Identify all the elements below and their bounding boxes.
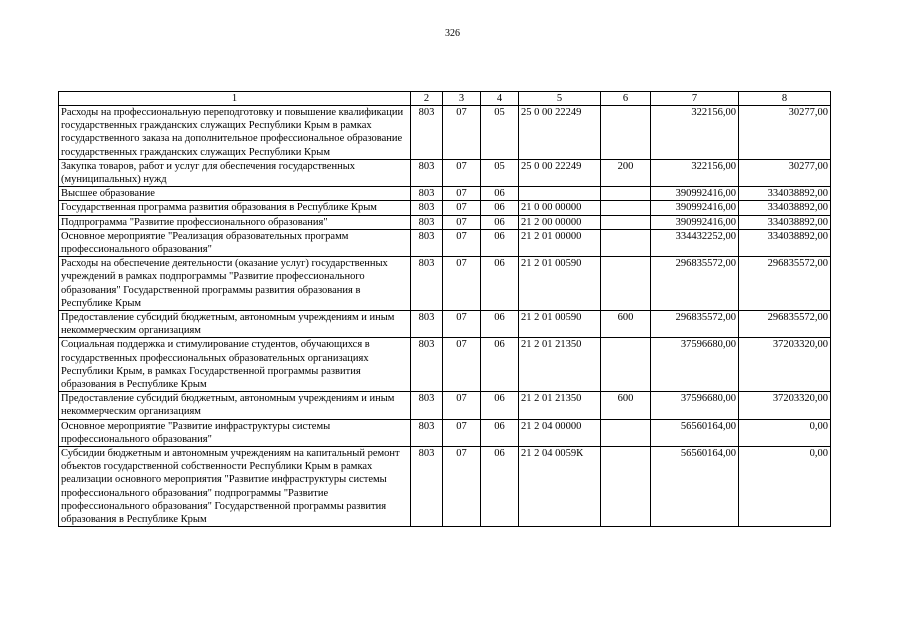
amount-col8: 296835572,00 [739,311,831,338]
amount-col8: 30277,00 [739,106,831,160]
amount-col7: 390992416,00 [651,201,739,215]
expense-type-code [601,338,651,392]
section-code: 07 [443,392,481,419]
row-name: Высшее образование [59,187,411,201]
ministry-code: 803 [411,159,443,186]
row-name: Основное мероприятие "Реализация образовательных программ профессионального образования" [59,229,411,256]
target-article-code: 25 0 00 22249 [519,106,601,160]
section-code: 07 [443,311,481,338]
ministry-code: 803 [411,215,443,229]
amount-col7: 296835572,00 [651,311,739,338]
section-code: 07 [443,215,481,229]
target-article-code: 21 2 04 0059К [519,447,601,527]
section-code: 07 [443,257,481,311]
amount-col7: 390992416,00 [651,215,739,229]
column-header: 5 [519,92,601,106]
section-code: 07 [443,187,481,201]
expense-type-code [601,419,651,446]
amount-col8: 334038892,00 [739,229,831,256]
table-row [59,215,831,229]
row-name: Предоставление субсидий бюджетным, автономным учреждениям и иным некоммерческим организациям [59,311,411,338]
amount-col7: 56560164,00 [651,419,739,446]
ministry-code: 803 [411,257,443,311]
amount-col7: 322156,00 [651,106,739,160]
target-article-code [519,187,601,201]
subsection-code: 06 [481,187,519,201]
ministry-code: 803 [411,106,443,160]
target-article-code: 21 2 01 00000 [519,229,601,256]
column-header: 8 [739,92,831,106]
amount-col7: 37596680,00 [651,338,739,392]
ministry-code: 803 [411,447,443,527]
expense-type-code [601,447,651,527]
page-number: 326 [445,28,460,39]
amount-col7: 322156,00 [651,159,739,186]
target-article-code: 21 2 04 00000 [519,419,601,446]
row-name: Закупка товаров, работ и услуг для обеспечения государственных (муниципальных) нужд [59,159,411,186]
row-name: Социальная поддержка и стимулирование студентов, обучающихся в государственных профессиональных образовательных организациях Республики Крым, в рамках Государственной программы развития образования в Республике Крым [59,338,411,392]
column-header: 4 [481,92,519,106]
subsection-code: 05 [481,159,519,186]
table-row [59,311,831,338]
subsection-code: 06 [481,447,519,527]
table-row [59,419,831,446]
section-code: 07 [443,159,481,186]
column-header: 3 [443,92,481,106]
expense-type-code [601,106,651,160]
section-code: 07 [443,419,481,446]
column-header: 6 [601,92,651,106]
expense-type-code: 200 [601,159,651,186]
expense-type-code: 600 [601,311,651,338]
subsection-code: 05 [481,106,519,160]
row-name: Государственная программа развития образования в Республике Крым [59,201,411,215]
ministry-code: 803 [411,338,443,392]
table-row [59,338,831,392]
section-code: 07 [443,106,481,160]
column-header: 1 [59,92,411,106]
table-row [59,392,831,419]
subsection-code: 06 [481,392,519,419]
ministry-code: 803 [411,201,443,215]
subsection-code: 06 [481,215,519,229]
column-header: 2 [411,92,443,106]
target-article-code: 21 2 01 00590 [519,257,601,311]
amount-col8: 30277,00 [739,159,831,186]
amount-col7: 56560164,00 [651,447,739,527]
table-row [59,229,831,256]
expense-type-code [601,257,651,311]
table-header-row [59,92,831,106]
row-name: Подпрограмма "Развитие профессионального образования" [59,215,411,229]
table-row [59,187,831,201]
target-article-code: 21 2 01 21350 [519,392,601,419]
subsection-code: 06 [481,338,519,392]
subsection-code: 06 [481,257,519,311]
expense-type-code [601,201,651,215]
target-article-code: 21 2 01 21350 [519,338,601,392]
amount-col8: 334038892,00 [739,187,831,201]
table-row [59,159,831,186]
section-code: 07 [443,201,481,215]
amount-col8: 0,00 [739,447,831,527]
ministry-code: 803 [411,392,443,419]
expense-type-code [601,229,651,256]
table-row [59,106,831,160]
amount-col8: 334038892,00 [739,201,831,215]
subsection-code: 06 [481,311,519,338]
target-article-code: 21 0 00 00000 [519,201,601,215]
row-name: Предоставление субсидий бюджетным, автономным учреждениям и иным некоммерческим организациям [59,392,411,419]
row-name: Субсидии бюджетным и автономным учреждениям на капитальный ремонт объектов государственной собственности Республики Крым в рамках реализации основного мероприятия "Развитие инфраструктуры системы профессионального образования" подпрограммы "Развитие профессионального образования" Государственной программы развития образования в Республике Крым [59,447,411,527]
ministry-code: 803 [411,229,443,256]
expense-type-code [601,215,651,229]
amount-col8: 334038892,00 [739,215,831,229]
table-row [59,447,831,527]
expense-type-code [601,187,651,201]
amount-col7: 334432252,00 [651,229,739,256]
section-code: 07 [443,229,481,256]
target-article-code: 21 2 01 00590 [519,311,601,338]
amount-col8: 37203320,00 [739,338,831,392]
row-name: Расходы на профессиональную переподготовку и повышение квалификации государственных гражданских служащих Республики Крым в рамках государственного заказа на дополнительное профессиональное образование государственных гражданских служащих Республики Крым [59,106,411,160]
target-article-code: 21 2 00 00000 [519,215,601,229]
ministry-code: 803 [411,311,443,338]
amount-col7: 296835572,00 [651,257,739,311]
subsection-code: 06 [481,229,519,256]
section-code: 07 [443,338,481,392]
expense-type-code: 600 [601,392,651,419]
table-row [59,257,831,311]
table-row [59,201,831,215]
amount-col8: 0,00 [739,419,831,446]
amount-col8: 37203320,00 [739,392,831,419]
amount-col7: 390992416,00 [651,187,739,201]
column-header: 7 [651,92,739,106]
ministry-code: 803 [411,187,443,201]
amount-col8: 296835572,00 [739,257,831,311]
amount-col7: 37596680,00 [651,392,739,419]
ministry-code: 803 [411,419,443,446]
section-code: 07 [443,447,481,527]
budget-table [58,91,831,527]
row-name: Расходы на обеспечение деятельности (оказание услуг) государственных учреждений в рамках подпрограммы "Развитие профессионального образования" Государственной программы развития образования в Республике Крым [59,257,411,311]
subsection-code: 06 [481,201,519,215]
target-article-code: 25 0 00 22249 [519,159,601,186]
subsection-code: 06 [481,419,519,446]
row-name: Основное мероприятие "Развитие инфраструктуры системы профессионального образования" [59,419,411,446]
